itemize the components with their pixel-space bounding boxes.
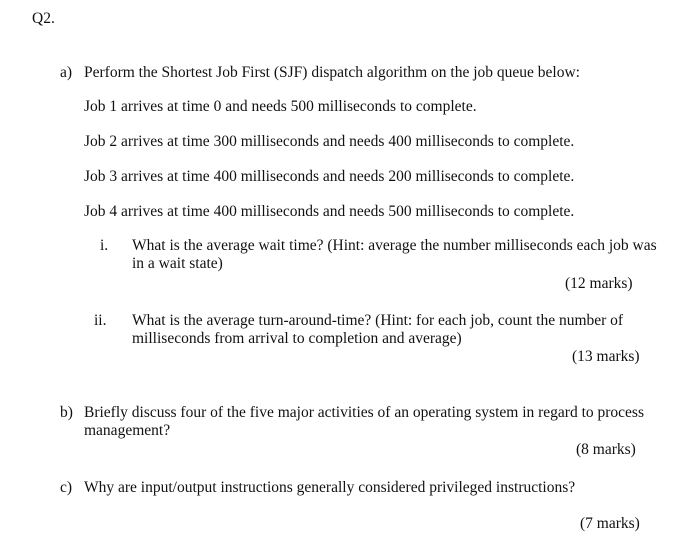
part-a-marker: a) bbox=[60, 64, 73, 81]
sub-ii-text-line1: What is the average turn-around-time? (Hint: for each job, count the number of bbox=[132, 312, 624, 329]
question-number: Q2. bbox=[32, 10, 55, 27]
sub-ii-marks: (13 marks) bbox=[572, 348, 640, 365]
sub-ii-marker: ii. bbox=[94, 312, 107, 329]
sub-i-marks: (12 marks) bbox=[565, 275, 633, 292]
part-c-marker: c) bbox=[60, 479, 73, 496]
sub-i-text-line2: in a wait state) bbox=[132, 255, 223, 272]
job-3-line: Job 3 arrives at time 400 milliseconds and needs 200 milliseconds to complete. bbox=[84, 168, 575, 185]
part-b-marks: (8 marks) bbox=[576, 441, 636, 458]
sub-ii-text-line2: milliseconds from arrival to completion and average) bbox=[132, 330, 462, 347]
job-1-line: Job 1 arrives at time 0 and needs 500 milliseconds to complete. bbox=[84, 98, 477, 115]
part-b-text-line2: management? bbox=[84, 422, 171, 439]
part-a-prompt: Perform the Shortest Job First (SJF) dispatch algorithm on the job queue below: bbox=[84, 64, 580, 81]
part-c-text: Why are input/output instructions generally considered privileged instructions? bbox=[84, 479, 576, 496]
part-b-marker: b) bbox=[60, 404, 73, 421]
job-2-line: Job 2 arrives at time 300 milliseconds and needs 400 milliseconds to complete. bbox=[84, 133, 575, 150]
sub-i-text-line1: What is the average wait time? (Hint: average the number milliseconds each job was bbox=[132, 237, 657, 254]
sub-i-marker: i. bbox=[100, 237, 109, 254]
job-4-line: Job 4 arrives at time 400 milliseconds and needs 500 milliseconds to complete. bbox=[84, 203, 575, 220]
part-c-marks: (7 marks) bbox=[580, 515, 640, 532]
part-b-text-line1: Briefly discuss four of the five major activities of an operating system in regard to process bbox=[84, 404, 644, 421]
